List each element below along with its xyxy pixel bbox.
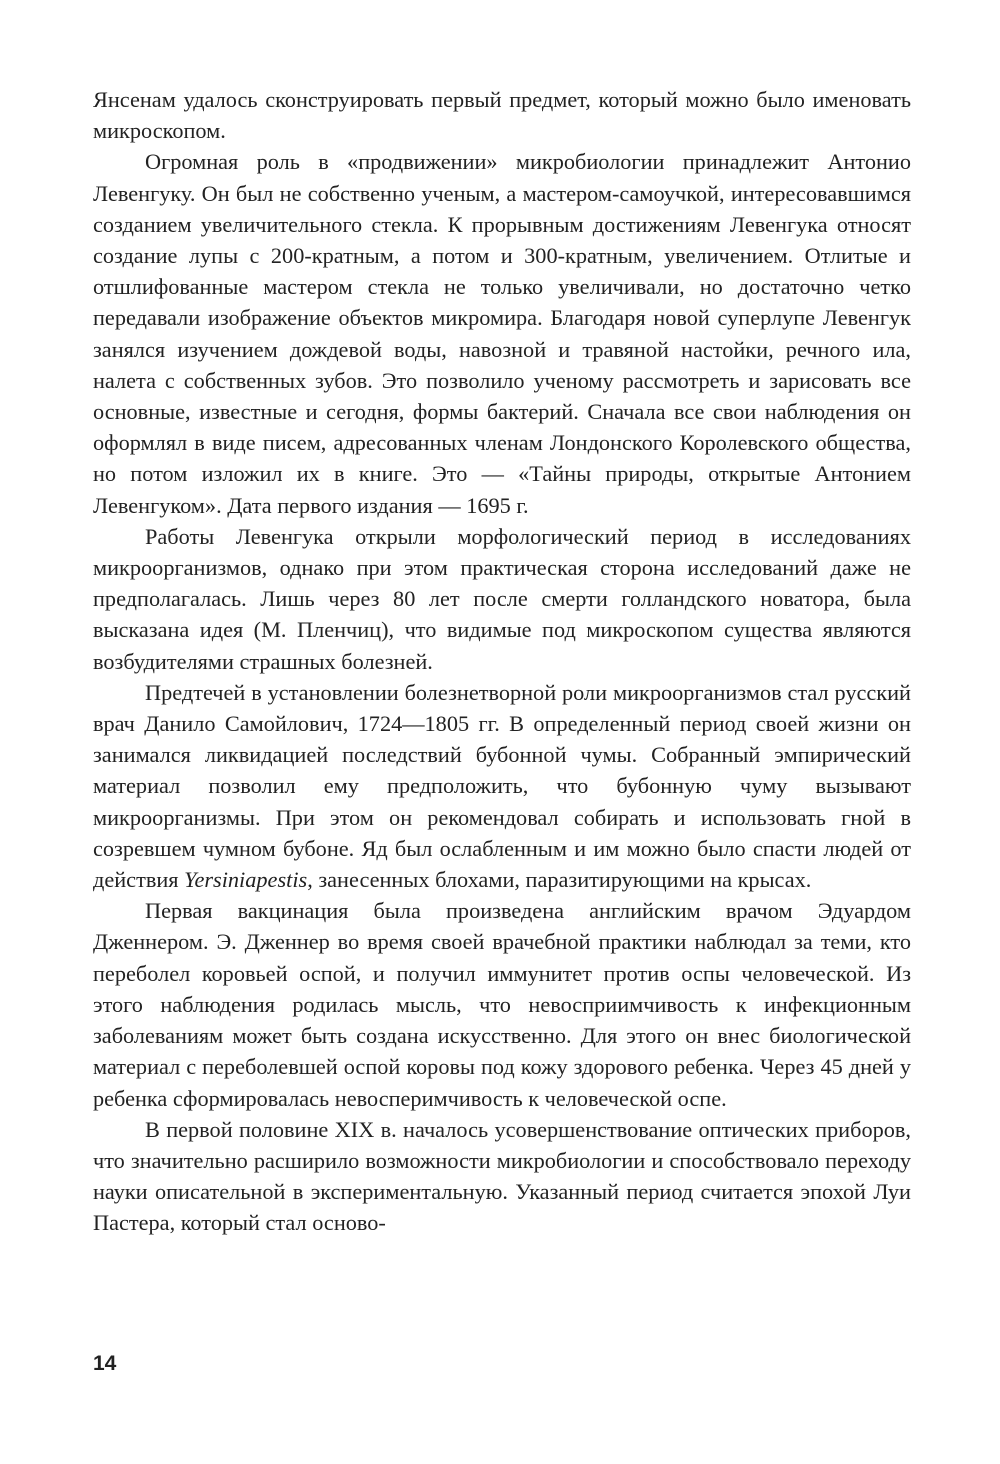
page-number: 14 xyxy=(93,1352,117,1375)
paragraph-jenner: Первая вакцинация была произведена английским врачом Эдуардом Дженнером. Э. Дженнер во время своей врачебной практики наблюдал за теми, кто переболел коровьей оспой, и получил иммунитет против оспы человеческой. Из этого наблюдения родилась мысль, что невосприимчивость к инфекционным заболеваниям может быть создана искусственно. Для этого он внес биологической материал с переболевшей оспой коровы под кожу здорового ребенка. Через 45 дней у ребенка сформировалась невосперимчивость к человеческой оспе. xyxy=(93,898,911,1111)
body-text xyxy=(93,84,911,1239)
paragraph-continuation: Янсенам удалось сконструировать первый предмет, который можно было именовать микроскопом. xyxy=(93,87,911,144)
paragraph-morphological-period: Работы Левенгука открыли морфологический период в исследованиях микроорганизмов, однако при этом практическая сторона исследований даже не предполагалась. Лишь через 80 лет после смерти голландского новатора, была высказана идея (М. Пленчиц), что видимые под микроскопом существа являются возбудителями страшных болезней. xyxy=(93,523,911,674)
paragraph-samoilovich xyxy=(93,677,911,895)
species-name-italic: Yersiniapestis xyxy=(184,867,308,893)
paragraph-pasteur-era: В первой половине XIX в. началось усовершенствование оптических приборов, что значительно расширило возможности микробиологии и способствовало переходу науки описательной в экспериментальную. Указанный период считается эпохой Луи Пастера, который стал осново- xyxy=(93,1116,911,1236)
paragraph-samoilovich-text: Предтечей в установлении болезнетворной роли микроорганизмов стал русский врач Данило Самойлович, 1724—1805 гг. В определенный период своей жизни он занимался ликвидацией последствий бубонной чумы. Собранный эмпирический материал позволил ему предположить, что бубонную чуму вызывают микроорганизмы. При этом он рекомендовал собирать и использовать гной в созревшем чумном бубоне. Яд был ослабленным и им можно было спасти людей от действия xyxy=(93,679,911,893)
paragraph-samoilovich-end: , занесенных блохами, паразитирующими на крысах. xyxy=(307,867,812,893)
paragraph-leeuwenhoek: Огромная роль в «продвижении» микробиологии принадлежит Антонио Левенгуку. Он был не собственно ученым, а мастером-самоучкой, интересовавшимся созданием увеличительного стекла. К прорывным достижениям Левенгука относят создание лупы с 200-кратным, а потом и 300-кратным, увеличением. Отлитые и отшлифованные мастером стекла не только увеличивали, но достаточно четко передавали изображение объектов микромира. Благодаря новой суперлупе Левенгук занялся изучением дождевой воды, навозной и травяной настойки, речного ила, налета с собственных зубов. Это позволило ученому рассмотреть и зарисовать все основные, известные и сегодня, формы бактерий. Сначала все свои наблюдения он оформлял в виде писем, адресованных членам Лондонского Королевского общества, но потом изложил их в книге. Это — «Тайны природы, открытые Антонием Левенгуком». Дата первого издания — 1695 г. xyxy=(93,149,911,518)
